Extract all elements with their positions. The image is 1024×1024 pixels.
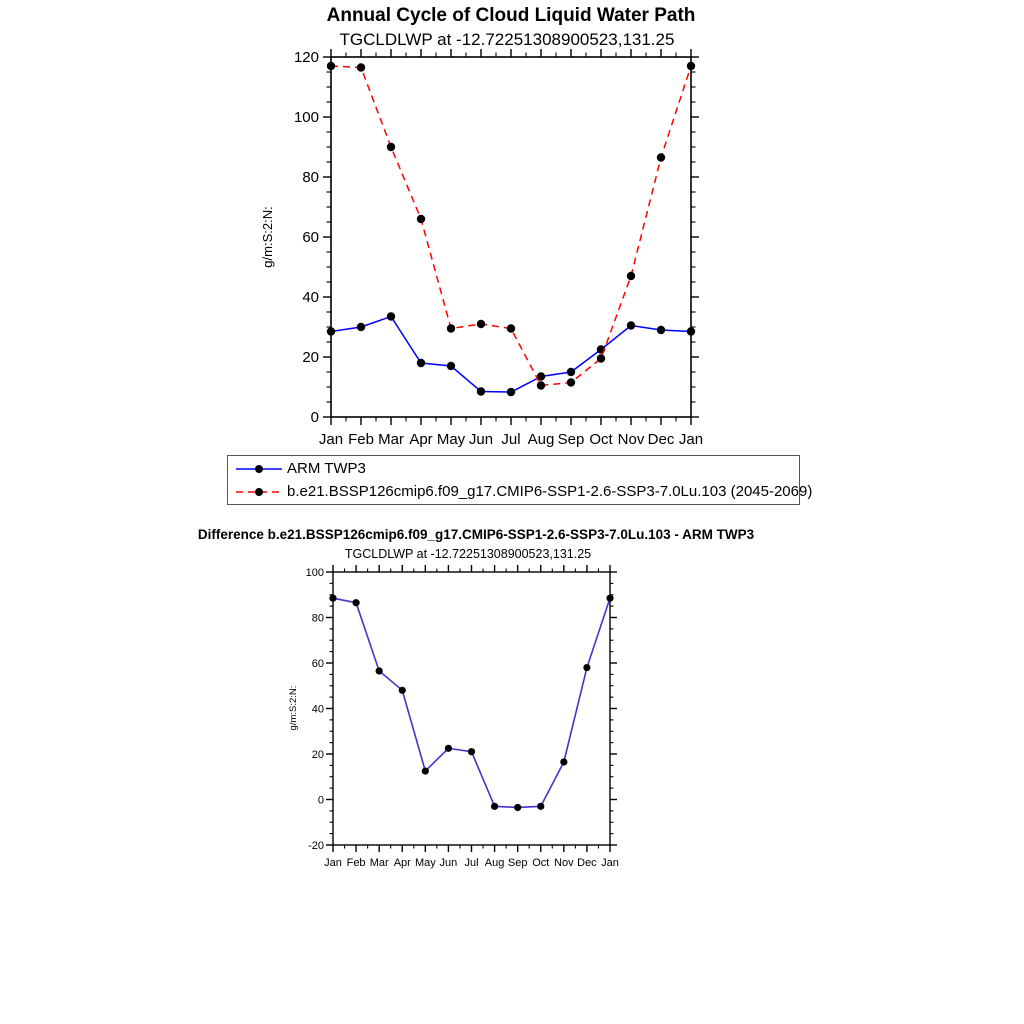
x-tick-label: Apr — [393, 857, 411, 869]
data-point — [606, 595, 613, 602]
x-tick-label: Nov — [554, 857, 574, 869]
diff-chart-subtitle: TGCLDLWP at -12.72251308900523,131.25 — [344, 547, 592, 561]
data-point — [352, 599, 359, 606]
difference-plot-frame — [333, 572, 610, 845]
x-tick-label: Dec — [577, 857, 597, 869]
diff-chart-title: Difference b.e21.BSSP126cmip6.f09_g17.CMIP6-SSP1-2.6-SSP3-7.0Lu.103 - ARM TWP3 — [197, 527, 755, 542]
data-point — [627, 272, 635, 280]
x-tick-label: Jul — [464, 857, 479, 869]
data-point — [514, 804, 521, 811]
data-point — [583, 664, 590, 671]
x-tick-label: May — [414, 857, 436, 869]
legend-sample-solid-line — [233, 462, 285, 476]
x-tick-label: May — [436, 431, 466, 448]
chart-title: Annual Cycle of Cloud Liquid Water Path — [326, 5, 696, 26]
x-tick-label: Jun — [439, 857, 458, 869]
data-point — [560, 758, 567, 765]
y-tick-label: 80 — [302, 169, 319, 186]
y-tick-label: 40 — [311, 703, 324, 716]
data-point — [491, 803, 498, 810]
x-tick-label: Dec — [647, 431, 675, 448]
legend — [227, 455, 813, 505]
x-tick-label: Jun — [468, 431, 494, 448]
y-tick-label: -20 — [308, 840, 324, 852]
data-point — [567, 378, 575, 386]
data-point — [657, 153, 665, 161]
x-tick-label: Feb — [348, 431, 374, 448]
data-point — [687, 327, 695, 335]
y-tick-label: 120 — [293, 49, 319, 66]
difference-series-line-0 — [333, 598, 610, 807]
y-tick-label: 0 — [310, 409, 319, 426]
y-tick-label: 100 — [293, 109, 319, 126]
x-tick-label: Jan — [601, 857, 619, 869]
x-tick-label: Oct — [589, 431, 613, 448]
data-point — [657, 326, 665, 334]
x-tick-label: Mar — [378, 431, 404, 448]
x-tick-label: Aug — [527, 431, 555, 448]
x-tick-label: Jan — [678, 431, 704, 448]
annual-cycle-series-line-1 — [331, 66, 691, 386]
data-point — [447, 324, 455, 332]
x-tick-label: Oct — [532, 857, 550, 869]
x-tick-label: Mar — [369, 857, 389, 869]
legend-label-model: b.e21.BSSP126cmip6.f09_g17.CMIP6-SSP1-2.6-SSP3-7.0Lu.103 (2045-2069) — [287, 483, 813, 500]
data-point — [537, 803, 544, 810]
chart-subtitle: TGCLDLWP at -12.72251308900523,131.25 — [339, 30, 675, 49]
data-point — [327, 62, 335, 70]
data-point — [537, 381, 545, 389]
legend-marker-icon — [255, 488, 263, 496]
data-point — [477, 320, 485, 328]
y-axis-title-diff: g/m:S:2:N: — [288, 685, 299, 731]
data-point — [329, 595, 336, 602]
x-tick-label: Sep — [507, 857, 528, 869]
x-tick-label: Jan — [318, 431, 344, 448]
x-tick-label: Jan — [324, 857, 342, 869]
x-tick-label: Jul — [501, 431, 521, 448]
x-tick-label: Nov — [617, 431, 645, 448]
data-point — [627, 321, 635, 329]
legend-marker-icon — [255, 465, 263, 473]
data-point — [445, 745, 452, 752]
x-tick-label: Apr — [409, 431, 433, 448]
legend-row-model — [233, 481, 813, 502]
data-point — [597, 354, 605, 362]
data-point — [468, 748, 475, 755]
data-point — [447, 362, 455, 370]
data-point — [687, 62, 695, 70]
x-tick-label: Aug — [484, 857, 505, 869]
y-tick-label: 60 — [311, 658, 324, 670]
data-point — [399, 687, 406, 694]
data-point — [477, 387, 485, 395]
data-point — [422, 767, 429, 774]
data-point — [357, 323, 365, 331]
data-point — [327, 327, 335, 335]
y-tick-label: 80 — [311, 612, 324, 625]
y-axis-title-top: g/m:S:2:N: — [260, 206, 275, 268]
y-tick-label: 60 — [302, 229, 319, 246]
data-point — [507, 324, 515, 332]
annual-cycle-plot-frame — [331, 57, 691, 417]
data-point — [417, 359, 425, 367]
data-point — [387, 312, 395, 320]
data-point — [387, 143, 395, 151]
data-point — [417, 215, 425, 223]
data-point — [376, 667, 383, 674]
data-point — [357, 63, 365, 71]
data-point — [567, 368, 575, 376]
y-tick-label: 100 — [305, 567, 324, 579]
y-tick-label: 20 — [311, 749, 324, 761]
legend-label-arm: ARM TWP3 — [287, 460, 366, 477]
legend-sample-dashed-line — [233, 485, 285, 499]
y-tick-label: 0 — [317, 794, 324, 807]
y-tick-label: 20 — [302, 349, 319, 366]
x-tick-label: Feb — [346, 857, 366, 869]
legend-row-arm — [233, 458, 799, 479]
x-tick-label: Sep — [557, 431, 585, 448]
y-tick-label: 40 — [302, 289, 319, 306]
data-point — [507, 388, 515, 396]
